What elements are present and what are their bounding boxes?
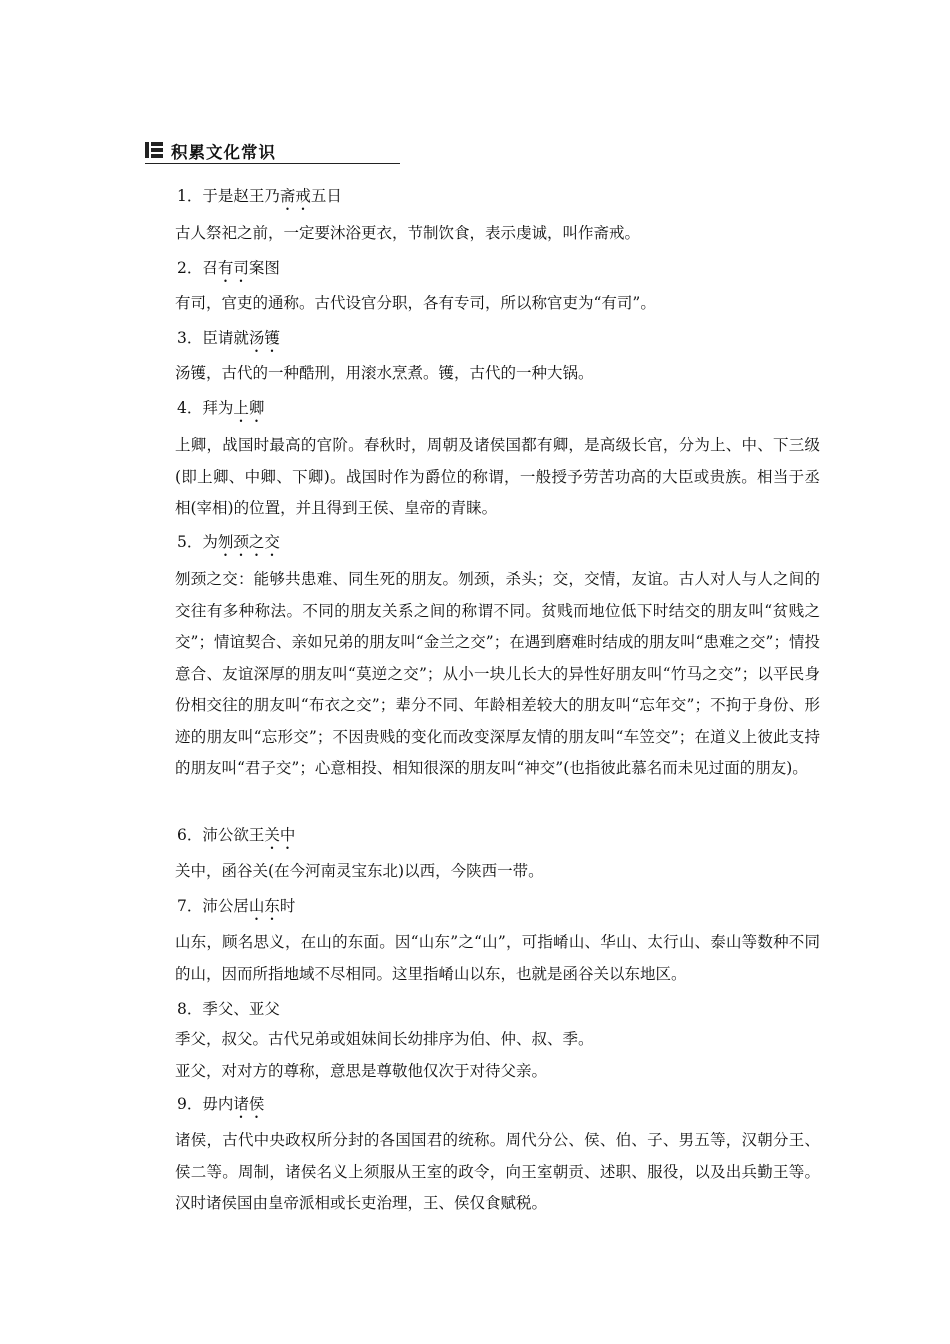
section-list-icon (145, 142, 163, 158)
item-9-title: 9．毋内诸侯 (177, 1095, 265, 1113)
item-8-line-1: 季父，叔父。古代兄弟或姐妹间长幼排序为伯、仲、叔、季。 (175, 1030, 594, 1048)
section-title: 积累文化常识 (171, 143, 276, 162)
item-3-title: 3．臣请就汤镬 (177, 329, 280, 347)
item-6-title: 6．沛公欲王关中 (177, 826, 296, 844)
item-7-explanation: 山东，顾名思义，在山的东面。因“山东”之“山”，可指崤山、华山、太行山、泰山等数种不同的山，因而所指地域不尽相同。这里指崤山以东，也就是函谷关以东地区。 (175, 933, 820, 983)
item-6-explanation: 关中，函谷关(在今河南灵宝东北)以西，今陕西一带。 (175, 862, 544, 880)
item-5-explanation: 刎颈之交：能够共患难、同生死的朋友。刎颈，杀头；交，交情，友谊。古人对人与人之间的交往有多种称法。不同的朋友关系之间的称谓不同。贫贱而地位低下时结交的朋友叫“贫贱之交”；情谊契合、亲如兄弟的朋友叫“金兰之交”；在遇到磨难时结成的朋友叫“患难之交”；情投意合、友谊深厚的朋友叫“莫逆之交”；从小一块儿长大的异性好朋友叫“竹马之交”；以平民身份相交往的朋友叫“布衣之交”；辈分不同、年龄相差较大的朋友叫“忘年交”；不拘于身份、形迹的朋友叫“忘形交”；不因贵贱的变化而改变深厚友情的朋友叫“车笠交”；在道义上彼此支持的朋友叫“君子交”；心意相投、相知很深的朋友叫“神交”(也指彼此慕名而未见过面的朋友)。 (175, 570, 820, 777)
item-1-explanation: 古人祭祀之前，一定要沐浴更衣，节制饮食，表示虔诚，叫作斋戒。 (175, 224, 641, 242)
item-9-explanation: 诸侯，古代中央政权所分封的各国国君的统称。周代分公、侯、伯、子、男五等，汉朝分王、侯二等。周制，诸侯名义上须服从王室的政令，向王室朝贡、述职、服役，以及出兵勤王等。汉时诸侯国由皇帝派相或长吏治理，王、侯仅食赋税。 (175, 1131, 820, 1212)
item-8-line-2: 亚父，对对方的尊称，意思是尊敬他仅次于对待父亲。 (175, 1062, 548, 1080)
item-4-title: 4．拜为上卿 (177, 399, 265, 417)
item-2-explanation: 有司，官吏的通称。古代设官分职，各有专司，所以称官吏为“有司”。 (175, 294, 656, 312)
item-4-explanation: 上卿，战国时最高的官阶。春秋时，周朝及诸侯国都有卿，是高级长官，分为上、中、下三级(即上卿、中卿、下卿)。战国时作为爵位的称谓，一般授予劳苦功高的大臣或贵族。相当于丞相(宰相)的位置，并且得到王侯、皇帝的青睐。 (175, 436, 820, 517)
item-1-title: 1．于是赵王乃斋戒五日 (177, 187, 342, 205)
item-3-explanation: 汤镬，古代的一种酷刑，用滚水烹煮。镬，古代的一种大锅。 (175, 364, 594, 382)
item-7-title: 7．沛公居山东时 (177, 897, 296, 915)
item-2-title: 2．召有司案图 (177, 259, 280, 277)
item-5-title: 5．为刎颈之交 (177, 533, 280, 551)
item-8-title: 8．季父、亚父 (177, 1000, 280, 1018)
section-header (145, 139, 400, 164)
